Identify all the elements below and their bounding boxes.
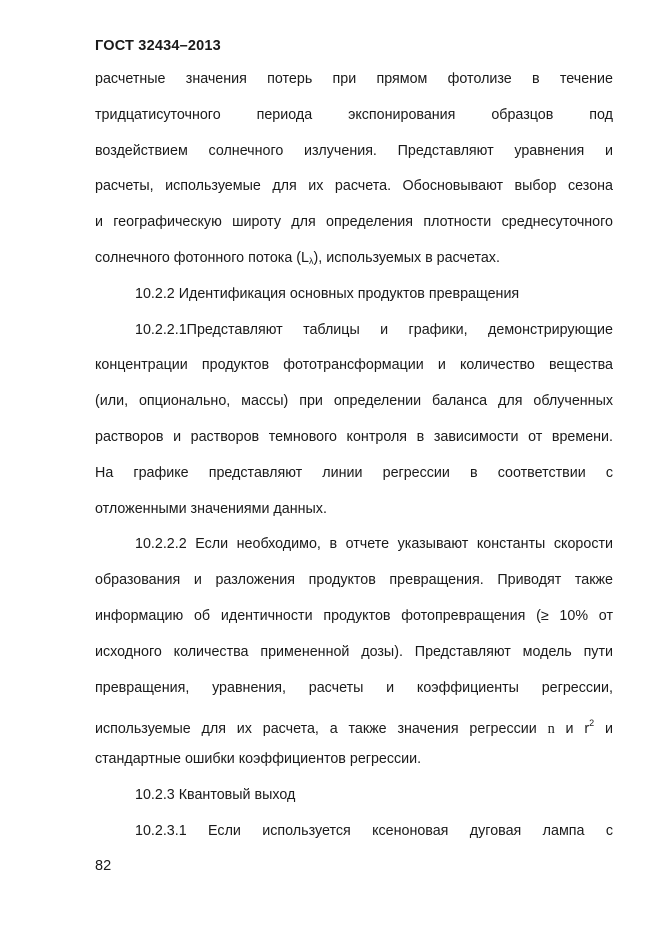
text-line: 10.2.3.1 Если используется ксеноновая дуговая лампа с: [135, 822, 613, 839]
text-line: На графике представляют линии регрессии в соответствии с: [95, 464, 613, 481]
text-line: воздействием солнечного излучения. Представляют уравнения и: [95, 142, 613, 159]
text-line: расчеты, используемые для их расчета. Обосновывают выбор сезона: [95, 178, 613, 195]
page-number: 82: [95, 858, 112, 874]
text-line: исходного количества примененной дозы). Представляют модель пути: [95, 643, 613, 660]
text-line: [95, 711, 613, 747]
text-fragment: ), используемых в расчетах.: [313, 249, 500, 266]
text-line: (или, опционально, массы) при определении баланса для облученных: [95, 393, 613, 410]
superscript-2: 2: [589, 718, 595, 729]
text-line: [95, 246, 613, 282]
text-line: концентрации продуктов фототрансформации и количество вещества: [95, 357, 613, 374]
text-line: информацию об идентичности продуктов фотопревращения (≥ 10% от: [95, 607, 613, 624]
section-heading-10-2-2: 10.2.2 Идентификация основных продуктов превращения: [135, 285, 520, 302]
text-fragment: и: [594, 721, 613, 738]
section-heading-10-2-3: 10.2.3 Квантовый выход: [135, 786, 296, 803]
symbol-n: n: [547, 721, 555, 738]
text-fragment: используемые для их расчета, а также значения регрессии: [95, 721, 548, 738]
text-line: и географическую широту для определения плотности среднесуточного: [95, 214, 613, 231]
text-line: стандартные ошибки коэффициентов регрессии.: [95, 751, 422, 768]
body-text: [95, 67, 613, 855]
text-line: 10.2.2.1Представляют таблицы и графики, демонстрирующие: [135, 321, 613, 338]
text-line: 10.2.2.2 Если необходимо, в отчете указывают константы скорости: [135, 536, 613, 553]
standard-header: ГОСТ 32434–2013: [95, 38, 221, 54]
text-line: расчетные значения потерь при прямом фотолизе в течение: [95, 71, 613, 87]
subscript-lambda: λ: [309, 255, 314, 266]
text-line: отложенными значениями данных.: [95, 500, 327, 517]
text-fragment: и r: [554, 721, 590, 738]
text-line: тридцатисуточного периода экспонирования образцов под: [95, 106, 613, 123]
text-line: образования и разложения продуктов превращения. Приводят также: [95, 572, 613, 589]
text-line: растворов и растворов темнового контроля в зависимости от времени.: [95, 428, 613, 445]
text-fragment: солнечного фотонного потока (L: [95, 249, 310, 266]
text-line: превращения, уравнения, расчеты и коэффициенты регрессии,: [95, 679, 613, 696]
